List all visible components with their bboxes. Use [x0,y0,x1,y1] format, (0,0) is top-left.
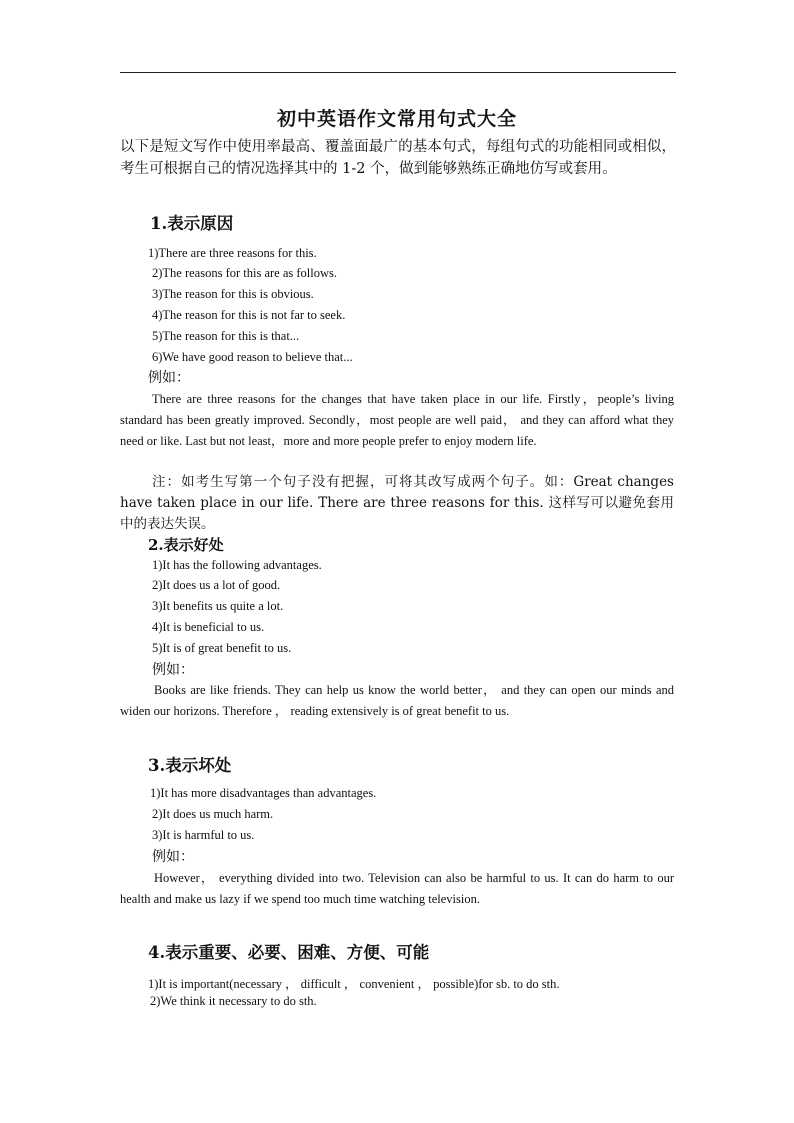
list-item: 4)The reason for this is not far to seek. [152,308,346,322]
example-paragraph: However， everything divided into two. Television can also be harmful to us. It can do harm to our health and make us lazy if we spend too much time watching television. [120,871,674,906]
list-item: 5)It is of great benefit to us. [152,641,292,655]
example-paragraph: Books are like friends. They can help us know the world better， and they can open our minds and widen our horizons. Therefore ， reading extensively is of great benefit to us. [120,683,674,718]
list-item: 3)It benefits us quite a lot. [152,599,284,613]
list-item: 4)It is beneficial to us. [152,620,265,634]
section-heading-advantages: 2.表示好处 [148,536,224,554]
section-heading-importance: 4.表示重要、必要、困难、方便、可能 [148,943,430,962]
list-item: 2)It does us much harm. [152,807,274,821]
note-label: 注： [152,474,182,490]
list-item: 3)It is harmful to us. [152,828,255,842]
note-text: 如考生写第一个句子没有把握，可将其改写成两个句子。如：Great changes have taken place in our life. There are three reasons for this. 这样写可以避免套用中的表达失误。 [120,474,674,532]
example-label: 例如： [148,370,190,386]
list-item: 1)It has more disadvantages than advantages. [150,786,377,800]
example-label: 例如： [152,662,194,678]
list-item: 6)We have good reason to believe that... [152,350,353,364]
section-heading-disadvantages: 3.表示坏处 [148,756,232,775]
list-item: 2)We think it necessary to do sth. [150,994,317,1008]
example-paragraph: There are three reasons for the changes that have taken place in our life. Firstly，people’s living standard has been greatly improved. Secondly，most people are well paid， and they can afford what they need or like. Last but not least，more and more people prefer to enjoy modern life. [120,392,674,448]
list-item: 1)There are three reasons for this. [148,246,317,260]
list-item: 1)It has the following advantages. [152,558,322,572]
list-item: 5)The reason for this is that... [152,329,300,343]
note-paragraph [120,472,674,535]
intro-paragraph: 以下是短文写作中使用率最高、覆盖面最广的基本句式，每组句式的功能相同或相似，考生可根据自己的情况选择其中的 1-2 个，做到能够熟练正确地仿写或套用。 [120,139,676,177]
list-item: 2)The reasons for this are as follows. [152,266,338,280]
section-heading-reasons: 1.表示原因 [150,214,234,233]
document-title: 初中英语作文常用句式大全 [276,108,517,130]
example-label: 例如： [152,849,194,865]
list-item: 1)It is important(necessary ， difficult ， convenient ， possible)for sb. to do sth. [148,977,560,991]
list-item: 2)It does us a lot of good. [152,578,281,592]
list-item: 3)The reason for this is obvious. [152,287,314,301]
header-rule [120,72,676,73]
